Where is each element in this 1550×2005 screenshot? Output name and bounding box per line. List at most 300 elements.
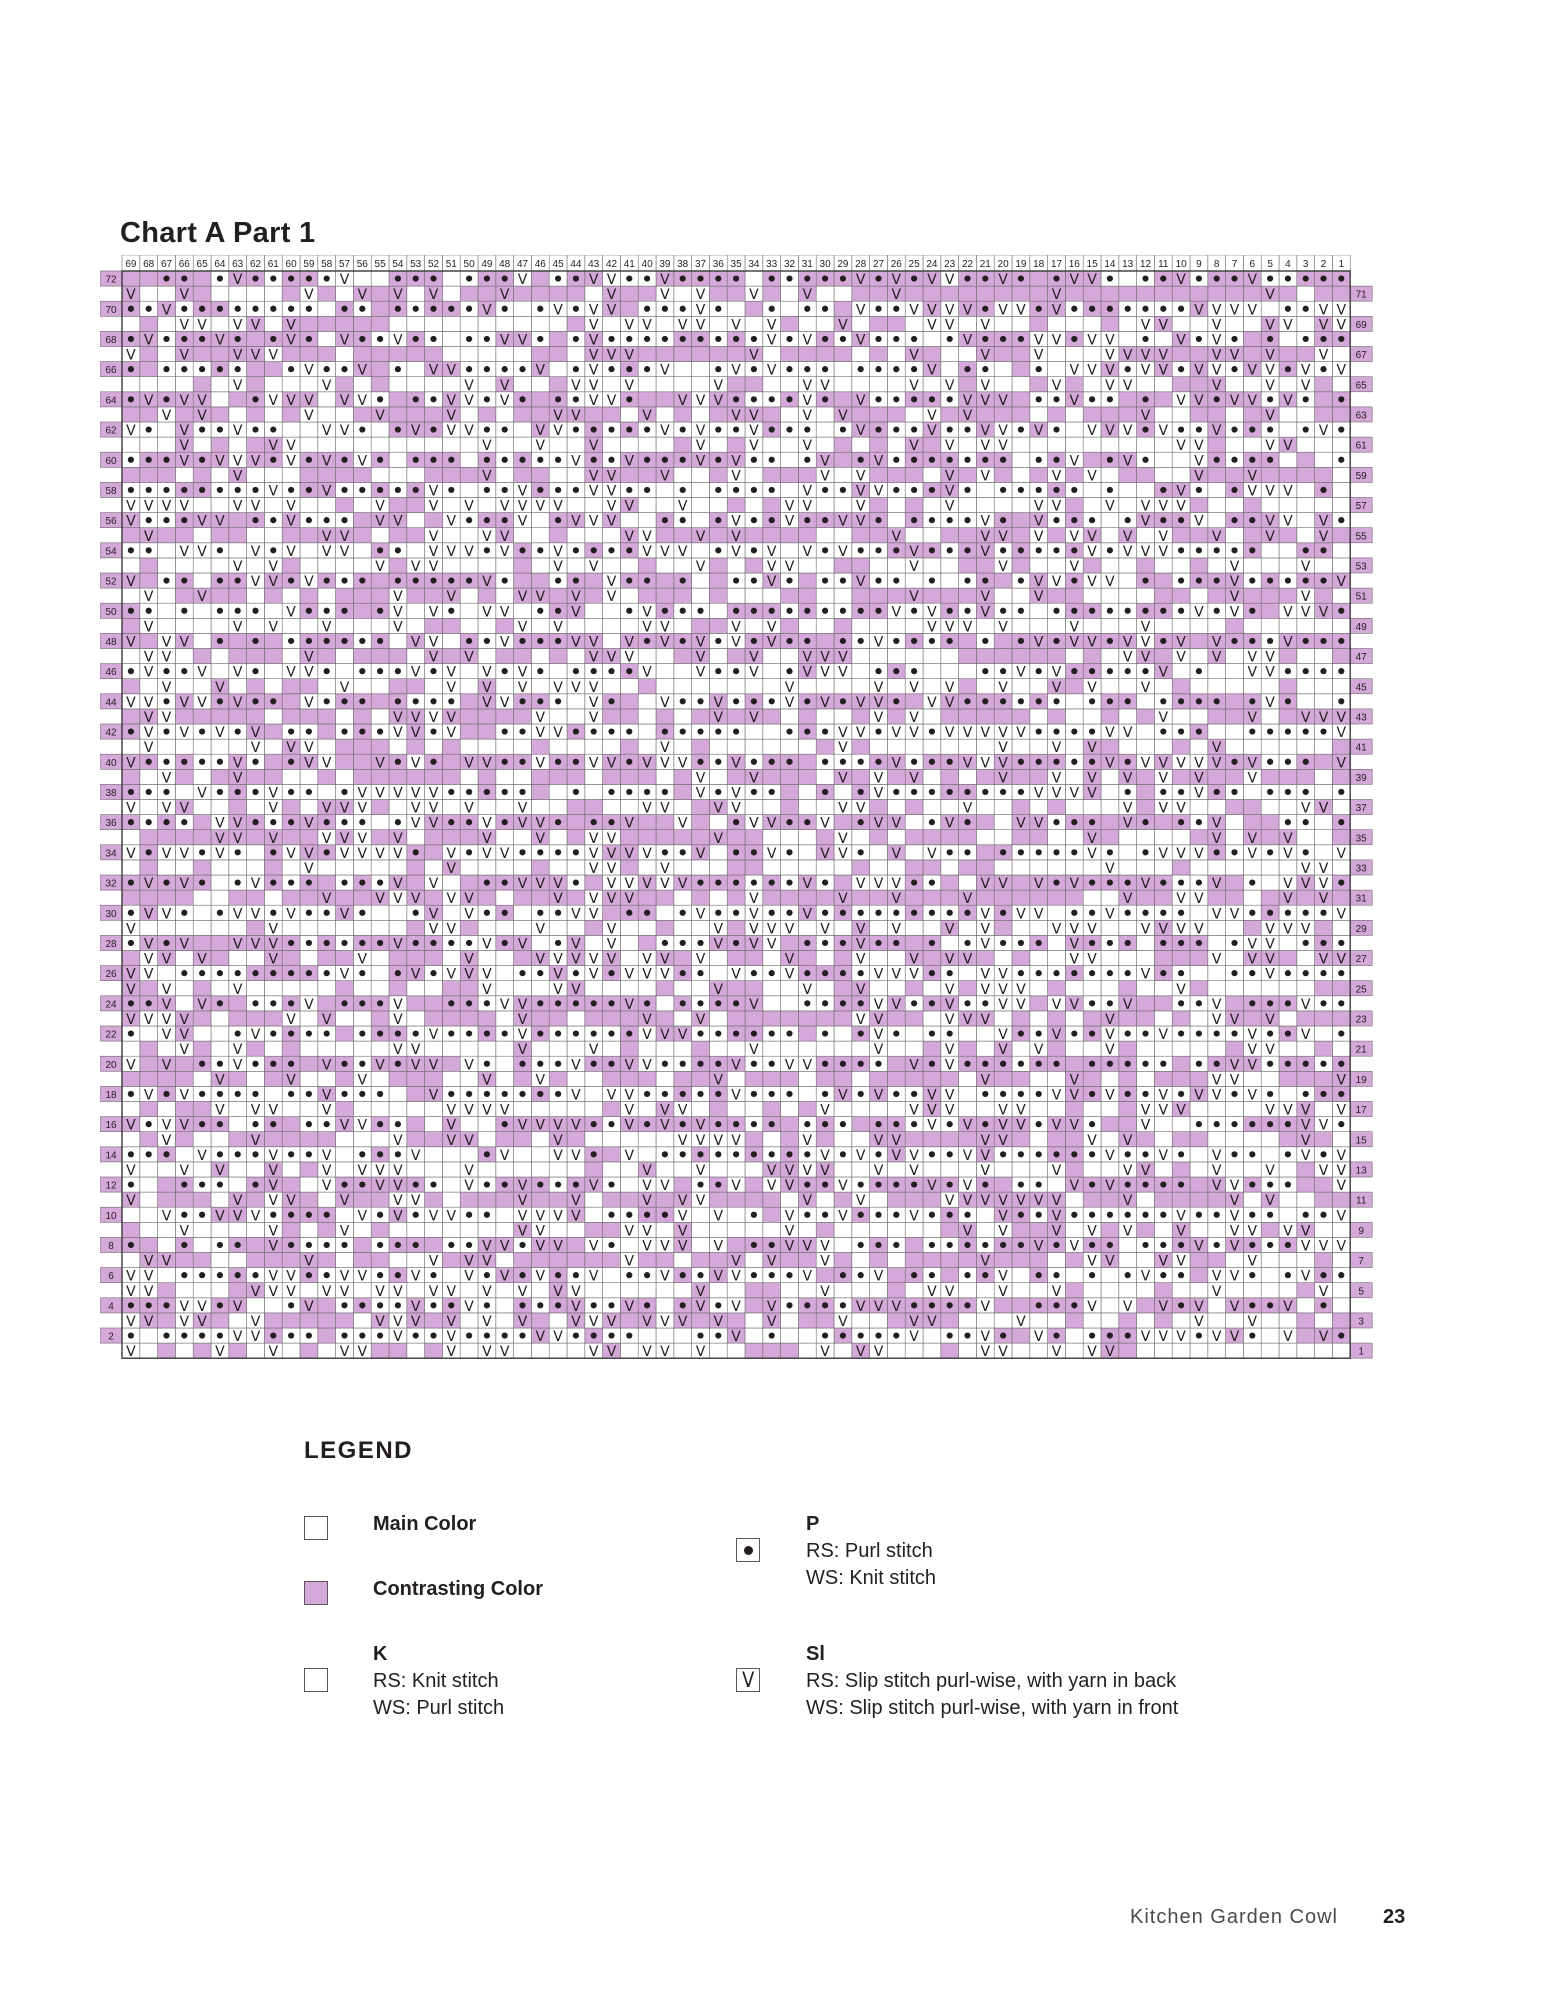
- chart-cell: [371, 709, 389, 724]
- purl-dot-mark: [964, 940, 970, 946]
- slip-v-mark: V: [1070, 876, 1080, 892]
- chart-cell: [1030, 1102, 1048, 1117]
- purl-dot-mark: [1107, 940, 1113, 946]
- slip-v-mark: V: [1248, 937, 1258, 953]
- chart-cell: [1279, 951, 1297, 966]
- chart-cell: [300, 1132, 318, 1147]
- chart-cell: [656, 996, 674, 1011]
- chart-cell: [781, 800, 799, 815]
- slip-v-mark: V: [963, 1012, 973, 1028]
- slip-v-mark: V: [1176, 1208, 1186, 1224]
- chart-cell: [620, 1177, 638, 1192]
- slip-v-mark: V: [963, 1118, 973, 1134]
- purl-dot-mark: [1267, 789, 1273, 795]
- chart-cell: [941, 800, 959, 815]
- row-number-label: 13: [1356, 1166, 1368, 1177]
- chart-cell: [603, 1071, 621, 1086]
- purl-dot-mark: [306, 910, 312, 916]
- chart-cell: [140, 830, 158, 845]
- chart-cell: [122, 1071, 140, 1086]
- chart-cell: [371, 1253, 389, 1268]
- chart-cell: [122, 1102, 140, 1117]
- slip-v-mark: V: [286, 906, 296, 922]
- chart-cell: [941, 1253, 959, 1268]
- slip-v-mark: V: [393, 1178, 403, 1194]
- chart-cell: [727, 951, 745, 966]
- purl-dot-mark: [519, 1091, 525, 1097]
- purl-dot-mark: [858, 789, 864, 795]
- purl-dot-mark: [235, 879, 241, 885]
- chart-cell: [1154, 1117, 1172, 1132]
- chart-cell: [1279, 739, 1297, 754]
- slip-v-mark: V: [126, 1344, 136, 1360]
- slip-v-mark: V: [1052, 1223, 1062, 1239]
- chart-cell: [442, 800, 460, 815]
- purl-dot-mark: [875, 728, 881, 734]
- chart-cell: [1137, 935, 1155, 950]
- chart-cell: [1137, 1222, 1155, 1237]
- purl-dot-mark: [1303, 759, 1309, 765]
- chart-cell: [1279, 935, 1297, 950]
- slip-v-mark: V: [1212, 1148, 1222, 1164]
- row-number-label: 12: [105, 1181, 117, 1192]
- chart-cell: [798, 1011, 816, 1026]
- chart-cell: [460, 1011, 478, 1026]
- slip-v-mark: V: [447, 710, 457, 726]
- chart-cell: [692, 830, 710, 845]
- chart-cell: [1012, 800, 1030, 815]
- chart-cell: [816, 890, 834, 905]
- slip-v-mark: V: [482, 1072, 492, 1088]
- chart-cell: [140, 981, 158, 996]
- slip-v-mark: V: [1265, 695, 1275, 711]
- chart-cell: [763, 830, 781, 845]
- slip-v-mark: V: [660, 1314, 670, 1330]
- purl-dot-mark: [1285, 789, 1291, 795]
- chart-cell: [1048, 860, 1066, 875]
- slip-v-mark: V: [678, 1133, 688, 1149]
- slip-v-mark: V: [447, 725, 457, 741]
- chart-cell: [1297, 679, 1315, 694]
- slip-v-mark: V: [358, 1269, 368, 1285]
- purl-dot-mark: [1320, 668, 1326, 674]
- purl-dot-mark: [1142, 1212, 1148, 1218]
- slip-v-mark: V: [1301, 861, 1311, 877]
- slip-v-mark: V: [1212, 1269, 1222, 1285]
- slip-v-mark: V: [1248, 755, 1258, 771]
- slip-v-mark: V: [126, 967, 136, 983]
- purl-dot-mark: [1196, 698, 1202, 704]
- chart-cell: [603, 739, 621, 754]
- chart-cell: [478, 1222, 496, 1237]
- chart-cell: [514, 920, 532, 935]
- chart-cell: [140, 890, 158, 905]
- chart-cell: [745, 800, 763, 815]
- purl-dot-mark: [786, 759, 792, 765]
- chart-cell: [300, 1192, 318, 1207]
- chart-cell: [247, 800, 265, 815]
- chart-cell: [300, 1011, 318, 1026]
- purl-dot-mark: [1178, 1030, 1184, 1036]
- slip-v-mark: V: [1016, 665, 1026, 681]
- chart-cell: [1137, 996, 1155, 1011]
- slip-v-mark: V: [696, 1299, 706, 1315]
- chart-cell: [834, 1162, 852, 1177]
- chart-cell: [336, 981, 354, 996]
- chart-cell: [603, 1041, 621, 1056]
- row-number-label: 26: [105, 969, 117, 980]
- chart-cell: [781, 1071, 799, 1086]
- purl-dot-mark: [377, 1121, 383, 1127]
- chart-cell: [1297, 1283, 1315, 1298]
- purl-dot-mark: [555, 940, 561, 946]
- purl-dot-mark: [591, 1151, 597, 1157]
- chart-cell: [318, 724, 336, 739]
- chart-cell: [852, 1222, 870, 1237]
- chart-cell: [531, 1041, 549, 1056]
- chart-cell: [478, 1041, 496, 1056]
- chart-cell: [585, 1011, 603, 1026]
- purl-dot-mark: [217, 1000, 223, 1006]
- purl-dot-mark: [1285, 819, 1291, 825]
- slip-v-mark: V: [340, 801, 350, 817]
- purl-dot-mark: [1320, 1000, 1326, 1006]
- chart-cell: [247, 1253, 265, 1268]
- chart-cell: [282, 1222, 300, 1237]
- slip-v-mark: V: [162, 1133, 172, 1149]
- purl-dot-mark: [947, 1212, 953, 1218]
- chart-cell: [300, 830, 318, 845]
- purl-dot-mark: [680, 1151, 686, 1157]
- slip-v-mark: V: [1230, 1193, 1240, 1209]
- purl-dot-mark: [537, 1030, 543, 1036]
- chart-cell: [122, 769, 140, 784]
- chart-cell: [122, 739, 140, 754]
- purl-dot-mark: [1142, 1151, 1148, 1157]
- purl-dot-mark: [270, 1121, 276, 1127]
- chart-cell: [300, 709, 318, 724]
- purl-dot-mark: [751, 789, 757, 795]
- chart-cell: [1315, 1222, 1333, 1237]
- chart-cell: [1332, 1041, 1350, 1056]
- purl-dot-mark: [929, 1272, 935, 1278]
- slip-v-mark: V: [963, 725, 973, 741]
- chart-cell: [763, 1011, 781, 1026]
- slip-v-mark: V: [162, 1012, 172, 1028]
- chart-cell: [781, 981, 799, 996]
- chart-cell: [852, 1041, 870, 1056]
- slip-v-mark: V: [1034, 876, 1044, 892]
- chart-cell: [1190, 1162, 1208, 1177]
- purl-dot-mark: [947, 1242, 953, 1248]
- chart-cell: [496, 890, 514, 905]
- purl-dot-mark: [217, 1181, 223, 1187]
- slip-v-mark: V: [1070, 1088, 1080, 1104]
- slip-v-mark: V: [553, 952, 563, 968]
- slip-v-mark: V: [1052, 921, 1062, 937]
- chart-cell: [816, 1268, 834, 1283]
- slip-v-mark: V: [340, 846, 350, 862]
- slip-v-mark: V: [1105, 861, 1115, 877]
- slip-v-mark: V: [180, 1314, 190, 1330]
- chart-cell: [264, 769, 282, 784]
- chart-cell: [175, 951, 193, 966]
- slip-v-mark: V: [180, 1299, 190, 1315]
- slip-v-mark: V: [536, 725, 546, 741]
- purl-dot-mark: [377, 1332, 383, 1338]
- chart-cell: [514, 739, 532, 754]
- purl-dot-mark: [662, 940, 668, 946]
- slip-v-mark: V: [660, 1103, 670, 1119]
- purl-dot-mark: [769, 1242, 775, 1248]
- purl-dot-mark: [680, 940, 686, 946]
- purl-dot-mark: [466, 940, 472, 946]
- purl-dot-mark: [840, 1000, 846, 1006]
- chart-cell: [336, 1147, 354, 1162]
- slip-v-mark: V: [1248, 1042, 1258, 1058]
- purl-dot-mark: [1178, 819, 1184, 825]
- chart-cell: [300, 920, 318, 935]
- purl-dot-mark: [964, 1332, 970, 1338]
- chart-cell: [585, 1222, 603, 1237]
- slip-v-mark: V: [553, 1148, 563, 1164]
- chart-cell: [247, 951, 265, 966]
- chart-cell: [976, 815, 994, 830]
- row-number-label: 3: [1358, 1317, 1364, 1328]
- chart-cell: [638, 1102, 656, 1117]
- chart-cell: [620, 1343, 638, 1358]
- chart-cell: [140, 1056, 158, 1071]
- chart-cell: [389, 800, 407, 815]
- slip-v-mark: V: [909, 1057, 919, 1073]
- purl-dot-mark: [217, 759, 223, 765]
- chart-cell: [620, 709, 638, 724]
- slip-v-mark: V: [1212, 952, 1222, 968]
- purl-dot-mark: [875, 1212, 881, 1218]
- slip-v-mark: V: [1212, 831, 1222, 847]
- purl-dot-mark: [1142, 910, 1148, 916]
- slip-v-mark: V: [838, 725, 848, 741]
- purl-dot-mark: [199, 1091, 205, 1097]
- purl-dot-mark: [1036, 1212, 1042, 1218]
- chart-cell: [1243, 784, 1261, 799]
- purl-dot-mark: [697, 759, 703, 765]
- slip-v-mark: V: [963, 1223, 973, 1239]
- chart-cell: [870, 830, 888, 845]
- chart-cell: [834, 1283, 852, 1298]
- slip-v-mark: V: [393, 831, 403, 847]
- chart-cell: [1332, 769, 1350, 784]
- slip-v-mark: V: [162, 1208, 172, 1224]
- slip-v-mark: V: [482, 982, 492, 998]
- chart-cell: [1226, 1162, 1244, 1177]
- purl-dot-mark: [1178, 940, 1184, 946]
- chart-cell: [638, 1283, 656, 1298]
- slip-v-mark: V: [731, 967, 741, 983]
- slip-v-mark: V: [1301, 921, 1311, 937]
- slip-v-mark: V: [1159, 1254, 1169, 1270]
- slip-v-mark: V: [963, 1148, 973, 1164]
- chart-cell: [959, 1132, 977, 1147]
- purl-dot-mark: [484, 1332, 490, 1338]
- purl-dot-mark: [1000, 668, 1006, 674]
- slip-v-mark: V: [642, 1239, 652, 1255]
- purl-dot-mark: [484, 879, 490, 885]
- slip-v-mark: V: [945, 680, 955, 696]
- chart-cell: [1119, 1071, 1137, 1086]
- chart-cell: [1279, 1343, 1297, 1358]
- chart-cell: [549, 800, 567, 815]
- slip-v-mark: V: [1301, 876, 1311, 892]
- purl-dot-mark: [608, 698, 614, 704]
- purl-dot-mark: [1107, 1212, 1113, 1218]
- slip-v-mark: V: [126, 846, 136, 862]
- slip-v-mark: V: [429, 801, 439, 817]
- chart-cell: [460, 1343, 478, 1358]
- slip-v-mark: V: [856, 1012, 866, 1028]
- chart-cell: [763, 724, 781, 739]
- slip-v-mark: V: [998, 1042, 1008, 1058]
- purl-dot-mark: [324, 970, 330, 976]
- chart-cell: [425, 996, 443, 1011]
- slip-v-mark: V: [1105, 1027, 1115, 1043]
- slip-v-mark: V: [589, 1344, 599, 1360]
- chart-cell: [247, 1237, 265, 1252]
- chart-cell: [1030, 920, 1048, 935]
- purl-dot-mark: [341, 1332, 347, 1338]
- slip-v-mark: V: [820, 1254, 830, 1270]
- slip-v-mark: V: [1159, 770, 1169, 786]
- chart-cell: [1154, 830, 1172, 845]
- chart-cell: [282, 1132, 300, 1147]
- chart-cell: [798, 890, 816, 905]
- chart-cell: [425, 1313, 443, 1328]
- purl-dot-mark: [840, 759, 846, 765]
- slip-v-mark: V: [856, 921, 866, 937]
- purl-dot-mark: [413, 1030, 419, 1036]
- chart-cell: [1279, 709, 1297, 724]
- chart-cell: [371, 815, 389, 830]
- slip-v-mark: V: [625, 876, 635, 892]
- slip-v-mark: V: [874, 1163, 884, 1179]
- slip-v-mark: V: [1194, 921, 1204, 937]
- chart-cell: [745, 1343, 763, 1358]
- chart-cell: [709, 1253, 727, 1268]
- chart-cell: [834, 1222, 852, 1237]
- slip-v-mark: V: [714, 1269, 724, 1285]
- chart-cell: [887, 679, 905, 694]
- purl-dot-mark: [306, 940, 312, 946]
- purl-dot-mark: [466, 789, 472, 795]
- slip-v-mark: V: [1319, 1239, 1329, 1255]
- slip-v-mark: V: [589, 906, 599, 922]
- slip-v-mark: V: [1034, 906, 1044, 922]
- purl-dot-mark: [733, 940, 739, 946]
- purl-dot-mark: [519, 970, 525, 976]
- purl-dot-mark: [395, 1030, 401, 1036]
- chart-cell: [1261, 1283, 1279, 1298]
- chart-cell: [603, 709, 621, 724]
- slip-v-mark: V: [660, 801, 670, 817]
- chart-cell: [158, 890, 176, 905]
- chart-cell: [442, 1162, 460, 1177]
- chart-cell: [1279, 1041, 1297, 1056]
- chart-cell: [407, 1086, 425, 1101]
- slip-v-mark: V: [233, 770, 243, 786]
- chart-cell: [727, 920, 745, 935]
- chart-cell: [763, 951, 781, 966]
- chart-cell: [1101, 830, 1119, 845]
- slip-v-mark: V: [1123, 1133, 1133, 1149]
- purl-dot-mark: [1018, 1061, 1024, 1067]
- chart-cell: [1297, 769, 1315, 784]
- slip-v-mark: V: [269, 1239, 279, 1255]
- chart-cell: [727, 830, 745, 845]
- chart-cell: [1030, 996, 1048, 1011]
- slip-v-mark: V: [767, 816, 777, 832]
- slip-v-mark: V: [429, 786, 439, 802]
- chart-cell: [870, 1313, 888, 1328]
- purl-dot-mark: [199, 970, 205, 976]
- chart-cell: [1190, 679, 1208, 694]
- chart-cell: [1065, 1328, 1083, 1343]
- purl-dot-mark: [448, 819, 454, 825]
- slip-v-mark: V: [1105, 1012, 1115, 1028]
- purl-dot-mark: [288, 728, 294, 734]
- slip-v-mark: V: [518, 816, 528, 832]
- chart-cell: [1315, 830, 1333, 845]
- slip-v-mark: V: [269, 786, 279, 802]
- chart-cell: [264, 1253, 282, 1268]
- purl-dot-mark: [1320, 970, 1326, 976]
- chart-cell: [1172, 1192, 1190, 1207]
- slip-v-mark: V: [749, 906, 759, 922]
- slip-v-mark: V: [215, 831, 225, 847]
- slip-v-mark: V: [500, 1148, 510, 1164]
- chart-cell: [158, 830, 176, 845]
- chart-cell: [496, 1222, 514, 1237]
- chart-cell: [336, 1071, 354, 1086]
- slip-v-mark: V: [571, 906, 581, 922]
- purl-dot-mark: [270, 1061, 276, 1067]
- slip-v-mark: V: [874, 1042, 884, 1058]
- slip-v-mark: V: [945, 1057, 955, 1073]
- chart-cell: [140, 1207, 158, 1222]
- slip-v-mark: V: [1230, 1072, 1240, 1088]
- purl-dot-mark: [377, 1302, 383, 1308]
- chart-cell: [1243, 920, 1261, 935]
- chart-cell: [229, 1343, 247, 1358]
- slip-v-mark: V: [678, 1193, 688, 1209]
- slip-v-mark: V: [1301, 1133, 1311, 1149]
- slip-v-mark: V: [1283, 846, 1293, 862]
- chart-cell: [959, 1071, 977, 1086]
- chart-cell: [1101, 1192, 1119, 1207]
- chart-cell: [1137, 1071, 1155, 1086]
- slip-v-mark: V: [393, 891, 403, 907]
- chart-cell: [193, 1237, 211, 1252]
- chart-cell: [923, 679, 941, 694]
- chart-cell: [1332, 800, 1350, 815]
- chart-cell: [763, 1343, 781, 1358]
- chart-cell: [1119, 1041, 1137, 1056]
- chart-cell: [1137, 739, 1155, 754]
- slip-v-mark: V: [767, 937, 777, 953]
- purl-dot-mark: [1249, 1121, 1255, 1127]
- slip-v-mark: V: [251, 1027, 261, 1043]
- purl-dot-mark: [608, 1242, 614, 1248]
- slip-v-mark: V: [269, 1178, 279, 1194]
